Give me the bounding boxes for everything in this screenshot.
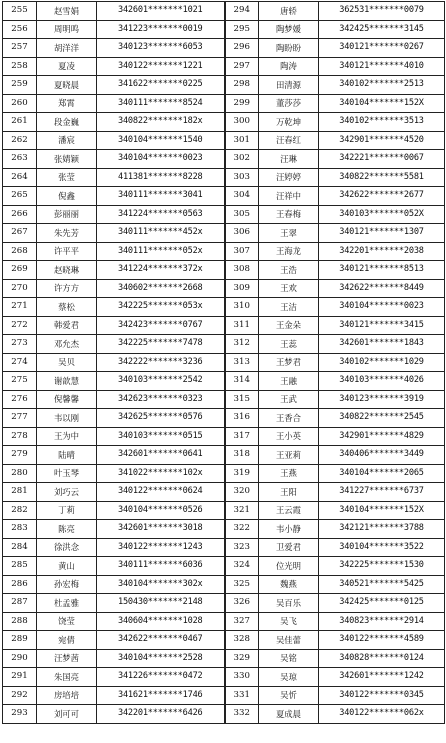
person-name-left: 许平平: [37, 242, 97, 261]
table-row: [3, 353, 445, 372]
person-name-right: 王燕: [259, 464, 319, 483]
person-name-right: 卫爱君: [259, 538, 319, 557]
id-number-right: 340104*******0023: [319, 298, 445, 317]
row-number-left: 290: [3, 649, 37, 668]
row-number-left: 264: [3, 168, 37, 187]
person-name-right: 王香合: [259, 409, 319, 428]
person-name-left: 许方方: [37, 279, 97, 298]
id-number-left: 340111*******6036: [97, 557, 225, 576]
id-number-right: 340121*******8513: [319, 261, 445, 280]
id-number-right: 340104*******2065: [319, 464, 445, 483]
person-name-right: 吴铭: [259, 649, 319, 668]
row-number-right: 304: [225, 187, 259, 206]
id-number-left: 341622*******0225: [97, 76, 225, 95]
row-number-right: 301: [225, 131, 259, 150]
id-number-left: 340104*******1540: [97, 131, 225, 150]
id-number-right: 340102*******2513: [319, 76, 445, 95]
row-number-right: 300: [225, 113, 259, 132]
person-name-left: 赵雪娟: [37, 2, 97, 21]
person-name-left: 郑霄: [37, 94, 97, 113]
person-name-left: 韦以刚: [37, 409, 97, 428]
row-number-left: 258: [3, 57, 37, 76]
id-number-right: 340103*******4026: [319, 372, 445, 391]
id-number-right: 340121*******3415: [319, 316, 445, 335]
id-number-right: 340828*******0124: [319, 649, 445, 668]
table-row: [3, 501, 445, 520]
table-row: [3, 427, 445, 446]
person-name-right: 汪琳: [259, 150, 319, 169]
id-number-left: 341022*******102x: [97, 464, 225, 483]
person-name-left: 胡洋洋: [37, 39, 97, 58]
id-number-right: 340822*******5581: [319, 168, 445, 187]
row-number-right: 331: [225, 686, 259, 705]
id-number-right: 340121*******4010: [319, 57, 445, 76]
person-name-left: 蔡松: [37, 298, 97, 317]
row-number-left: 280: [3, 464, 37, 483]
row-number-left: 292: [3, 686, 37, 705]
person-name-left: 宛倩: [37, 631, 97, 650]
id-number-right: 340823*******2914: [319, 612, 445, 631]
id-number-right: 342225*******1530: [319, 557, 445, 576]
person-name-right: 陶梦媛: [259, 20, 319, 39]
table-row: [3, 446, 445, 465]
id-number-left: 342601*******3018: [97, 520, 225, 539]
person-name-left: 陈亮: [37, 520, 97, 539]
person-name-right: 吴忻: [259, 686, 319, 705]
id-number-left: 341621*******1746: [97, 686, 225, 705]
id-number-right: 340122*******062x: [319, 705, 445, 724]
row-number-left: 268: [3, 242, 37, 261]
row-number-left: 279: [3, 446, 37, 465]
id-number-right: 342622*******2677: [319, 187, 445, 206]
id-number-left: 411381*******8228: [97, 168, 225, 187]
id-number-left: 342423*******0767: [97, 316, 225, 335]
id-number-left: 342625*******0576: [97, 409, 225, 428]
table-row: [3, 39, 445, 58]
table-row: [3, 131, 445, 150]
row-number-right: 308: [225, 261, 259, 280]
person-name-left: 张婧颖: [37, 150, 97, 169]
row-number-right: 329: [225, 649, 259, 668]
person-name-left: 彭丽丽: [37, 205, 97, 224]
table-row: [3, 113, 445, 132]
row-number-left: 265: [3, 187, 37, 206]
id-number-right: 340521*******5425: [319, 575, 445, 594]
row-number-right: 307: [225, 242, 259, 261]
id-number-right: 340104*******3522: [319, 538, 445, 557]
person-name-left: 周明鸣: [37, 20, 97, 39]
person-name-left: 倪馨馨: [37, 390, 97, 409]
row-number-right: 320: [225, 483, 259, 502]
row-number-right: 302: [225, 150, 259, 169]
person-name-right: 董莎莎: [259, 94, 319, 113]
row-number-right: 310: [225, 298, 259, 317]
person-name-right: 王云霞: [259, 501, 319, 520]
person-name-right: 王浩: [259, 261, 319, 280]
person-name-right: 王亚莉: [259, 446, 319, 465]
id-number-right: 340822*******2545: [319, 409, 445, 428]
row-number-right: 299: [225, 94, 259, 113]
row-number-right: 311: [225, 316, 259, 335]
row-number-left: 281: [3, 483, 37, 502]
person-name-right: 韦小静: [259, 520, 319, 539]
row-number-right: 327: [225, 612, 259, 631]
roster-table: [2, 1, 445, 724]
person-name-left: 朱国亮: [37, 668, 97, 687]
table-row: [3, 2, 445, 21]
person-name-left: 孙宏梅: [37, 575, 97, 594]
row-number-right: 313: [225, 353, 259, 372]
row-number-left: 285: [3, 557, 37, 576]
id-number-right: 340123*******3919: [319, 390, 445, 409]
id-number-right: 342622*******8449: [319, 279, 445, 298]
person-name-left: 谢歆慧: [37, 372, 97, 391]
person-name-right: 王金朵: [259, 316, 319, 335]
person-name-left: 黄山: [37, 557, 97, 576]
table-row: [3, 187, 445, 206]
row-number-right: 318: [225, 446, 259, 465]
table-row: [3, 372, 445, 391]
person-name-left: 邓允杰: [37, 335, 97, 354]
table-row: [3, 224, 445, 243]
person-name-right: 王武: [259, 390, 319, 409]
person-name-right: 夏成晨: [259, 705, 319, 724]
person-name-right: 王小英: [259, 427, 319, 446]
id-number-right: 340406*******3449: [319, 446, 445, 465]
row-number-left: 255: [3, 2, 37, 21]
row-number-left: 284: [3, 538, 37, 557]
person-name-right: 王洁: [259, 298, 319, 317]
table-row: [3, 557, 445, 576]
person-name-right: 王蕊: [259, 335, 319, 354]
row-number-right: 328: [225, 631, 259, 650]
table-row: [3, 575, 445, 594]
id-number-left: 340122*******1221: [97, 57, 225, 76]
id-number-left: 342225*******053x: [97, 298, 225, 317]
row-number-left: 288: [3, 612, 37, 631]
row-number-left: 291: [3, 668, 37, 687]
person-name-left: 倪鑫: [37, 187, 97, 206]
id-number-left: 342225*******7478: [97, 335, 225, 354]
id-number-right: 340122*******0345: [319, 686, 445, 705]
person-name-right: 汪春红: [259, 131, 319, 150]
row-number-right: 322: [225, 520, 259, 539]
row-number-left: 286: [3, 575, 37, 594]
person-name-right: 汪婷婷: [259, 168, 319, 187]
id-number-right: 340121*******0267: [319, 39, 445, 58]
id-number-left: 340111*******3041: [97, 187, 225, 206]
row-number-right: 305: [225, 205, 259, 224]
id-number-left: 340103*******0515: [97, 427, 225, 446]
person-name-right: 魏燕: [259, 575, 319, 594]
table-row: [3, 261, 445, 280]
row-number-right: 332: [225, 705, 259, 724]
person-name-right: 吴飞: [259, 612, 319, 631]
row-number-right: 315: [225, 390, 259, 409]
table-row: [3, 57, 445, 76]
table-row: [3, 20, 445, 39]
table-row: [3, 464, 445, 483]
row-number-right: 294: [225, 2, 259, 21]
id-number-left: 340104*******0023: [97, 150, 225, 169]
table-row: [3, 335, 445, 354]
row-number-left: 261: [3, 113, 37, 132]
person-name-left: 张莹: [37, 168, 97, 187]
table-row: [3, 168, 445, 187]
person-name-left: 王为中: [37, 427, 97, 446]
person-name-right: 王春梅: [259, 205, 319, 224]
id-number-left: 341224*******372x: [97, 261, 225, 280]
row-number-left: 289: [3, 631, 37, 650]
row-number-right: 296: [225, 39, 259, 58]
id-number-left: 342201*******6426: [97, 705, 225, 724]
table-row: [3, 649, 445, 668]
table-row: [3, 668, 445, 687]
person-name-left: 叶玉琴: [37, 464, 97, 483]
id-number-left: 342222*******3236: [97, 353, 225, 372]
row-number-right: 330: [225, 668, 259, 687]
table-row: [3, 298, 445, 317]
row-number-left: 263: [3, 150, 37, 169]
person-name-right: 田清源: [259, 76, 319, 95]
row-number-left: 278: [3, 427, 37, 446]
person-name-right: 唐轿: [259, 2, 319, 21]
id-number-left: 341223*******0019: [97, 20, 225, 39]
id-number-right: 341227*******6737: [319, 483, 445, 502]
row-number-left: 271: [3, 298, 37, 317]
person-name-right: 王翠: [259, 224, 319, 243]
row-number-left: 266: [3, 205, 37, 224]
person-name-right: 王梦君: [259, 353, 319, 372]
id-number-right: 340104*******152X: [319, 501, 445, 520]
table-row: [3, 205, 445, 224]
row-number-right: 321: [225, 501, 259, 520]
row-number-left: 282: [3, 501, 37, 520]
person-name-left: 朱先芳: [37, 224, 97, 243]
person-name-left: 段金巍: [37, 113, 97, 132]
person-name-left: 刘巧云: [37, 483, 97, 502]
row-number-left: 275: [3, 372, 37, 391]
row-number-left: 287: [3, 594, 37, 613]
row-number-left: 277: [3, 409, 37, 428]
id-number-left: 342623*******0323: [97, 390, 225, 409]
row-number-left: 293: [3, 705, 37, 724]
person-name-left: 房培培: [37, 686, 97, 705]
row-number-right: 298: [225, 76, 259, 95]
id-number-right: 340122*******4589: [319, 631, 445, 650]
row-number-right: 306: [225, 224, 259, 243]
person-name-right: 王阳: [259, 483, 319, 502]
id-number-right: 340102*******3513: [319, 113, 445, 132]
person-name-left: 饶莹: [37, 612, 97, 631]
id-number-left: 340122*******0624: [97, 483, 225, 502]
row-number-right: 297: [225, 57, 259, 76]
id-number-right: 340104*******152X: [319, 94, 445, 113]
person-name-right: 王融: [259, 372, 319, 391]
row-number-right: 312: [225, 335, 259, 354]
table-row: [3, 520, 445, 539]
table-row: [3, 483, 445, 502]
row-number-left: 276: [3, 390, 37, 409]
id-number-right: 342425*******0125: [319, 594, 445, 613]
id-number-left: 340122*******1243: [97, 538, 225, 557]
id-number-left: 340111*******052x: [97, 242, 225, 261]
id-number-left: 340123*******6053: [97, 39, 225, 58]
row-number-left: 269: [3, 261, 37, 280]
id-number-right: 340103*******052X: [319, 205, 445, 224]
id-number-right: 342221*******0067: [319, 150, 445, 169]
table-row: [3, 390, 445, 409]
id-number-left: 341224*******0563: [97, 205, 225, 224]
row-number-left: 267: [3, 224, 37, 243]
id-number-left: 341226*******0472: [97, 668, 225, 687]
table-row: [3, 631, 445, 650]
table-row: [3, 686, 445, 705]
row-number-right: 317: [225, 427, 259, 446]
id-number-left: 340104*******2528: [97, 649, 225, 668]
person-name-right: 万乾坤: [259, 113, 319, 132]
row-number-right: 316: [225, 409, 259, 428]
id-number-left: 150430*******2148: [97, 594, 225, 613]
person-name-right: 吴佳蕾: [259, 631, 319, 650]
id-number-right: 342425*******3145: [319, 20, 445, 39]
row-number-right: 324: [225, 557, 259, 576]
person-name-left: 夏凌: [37, 57, 97, 76]
id-number-right: 340102*******1029: [319, 353, 445, 372]
row-number-left: 260: [3, 94, 37, 113]
person-name-right: 位光明: [259, 557, 319, 576]
person-name-right: 王海龙: [259, 242, 319, 261]
person-name-right: 陶盼盼: [259, 39, 319, 58]
row-number-left: 259: [3, 76, 37, 95]
row-number-right: 323: [225, 538, 259, 557]
table-row: [3, 705, 445, 724]
person-name-left: 汪梦茜: [37, 649, 97, 668]
person-name-right: 吴琼: [259, 668, 319, 687]
table-row: [3, 150, 445, 169]
row-number-right: 309: [225, 279, 259, 298]
id-number-left: 340604*******1028: [97, 612, 225, 631]
table-row: [3, 279, 445, 298]
id-number-right: 362531*******0079: [319, 2, 445, 21]
id-number-right: 342201*******2038: [319, 242, 445, 261]
id-number-left: 340104*******302x: [97, 575, 225, 594]
person-name-left: 吴贝: [37, 353, 97, 372]
table-row: [3, 538, 445, 557]
person-name-right: 陶涛: [259, 57, 319, 76]
table-row: [3, 594, 445, 613]
id-number-left: 342622*******0467: [97, 631, 225, 650]
table-row: [3, 76, 445, 95]
person-name-left: 夏晓晨: [37, 76, 97, 95]
person-name-left: 徐洪念: [37, 538, 97, 557]
row-number-right: 295: [225, 20, 259, 39]
table-row: [3, 94, 445, 113]
row-number-left: 283: [3, 520, 37, 539]
row-number-right: 326: [225, 594, 259, 613]
id-number-left: 340111*******8524: [97, 94, 225, 113]
row-number-left: 272: [3, 316, 37, 335]
table-row: [3, 316, 445, 335]
row-number-right: 303: [225, 168, 259, 187]
person-name-right: 汪祥中: [259, 187, 319, 206]
id-number-right: 342601*******1242: [319, 668, 445, 687]
person-name-left: 丁莉: [37, 501, 97, 520]
row-number-left: 262: [3, 131, 37, 150]
row-number-left: 256: [3, 20, 37, 39]
person-name-left: 韩爱君: [37, 316, 97, 335]
id-number-left: 340104*******0526: [97, 501, 225, 520]
person-name-right: 王欢: [259, 279, 319, 298]
id-number-left: 342601*******1021: [97, 2, 225, 21]
table-row: [3, 242, 445, 261]
id-number-right: 340121*******1307: [319, 224, 445, 243]
table-row: [3, 612, 445, 631]
row-number-left: 270: [3, 279, 37, 298]
person-name-left: 陆晴: [37, 446, 97, 465]
person-name-right: 吴百乐: [259, 594, 319, 613]
row-number-right: 325: [225, 575, 259, 594]
id-number-left: 340103*******2542: [97, 372, 225, 391]
row-number-left: 257: [3, 39, 37, 58]
row-number-left: 273: [3, 335, 37, 354]
person-name-left: 赵晓琳: [37, 261, 97, 280]
row-number-right: 319: [225, 464, 259, 483]
id-number-left: 340602*******2668: [97, 279, 225, 298]
id-number-left: 342601*******0641: [97, 446, 225, 465]
roster-table-body: [3, 2, 445, 724]
id-number-left: 340111*******452x: [97, 224, 225, 243]
person-name-left: 刘可可: [37, 705, 97, 724]
id-number-left: 340822*******182x: [97, 113, 225, 132]
row-number-right: 314: [225, 372, 259, 391]
table-row: [3, 409, 445, 428]
id-number-right: 342901*******4829: [319, 427, 445, 446]
person-name-left: 潘宸: [37, 131, 97, 150]
id-number-right: 342601*******1843: [319, 335, 445, 354]
row-number-left: 274: [3, 353, 37, 372]
person-name-left: 杜孟雅: [37, 594, 97, 613]
id-number-right: 342121*******3788: [319, 520, 445, 539]
id-number-right: 342901*******4520: [319, 131, 445, 150]
